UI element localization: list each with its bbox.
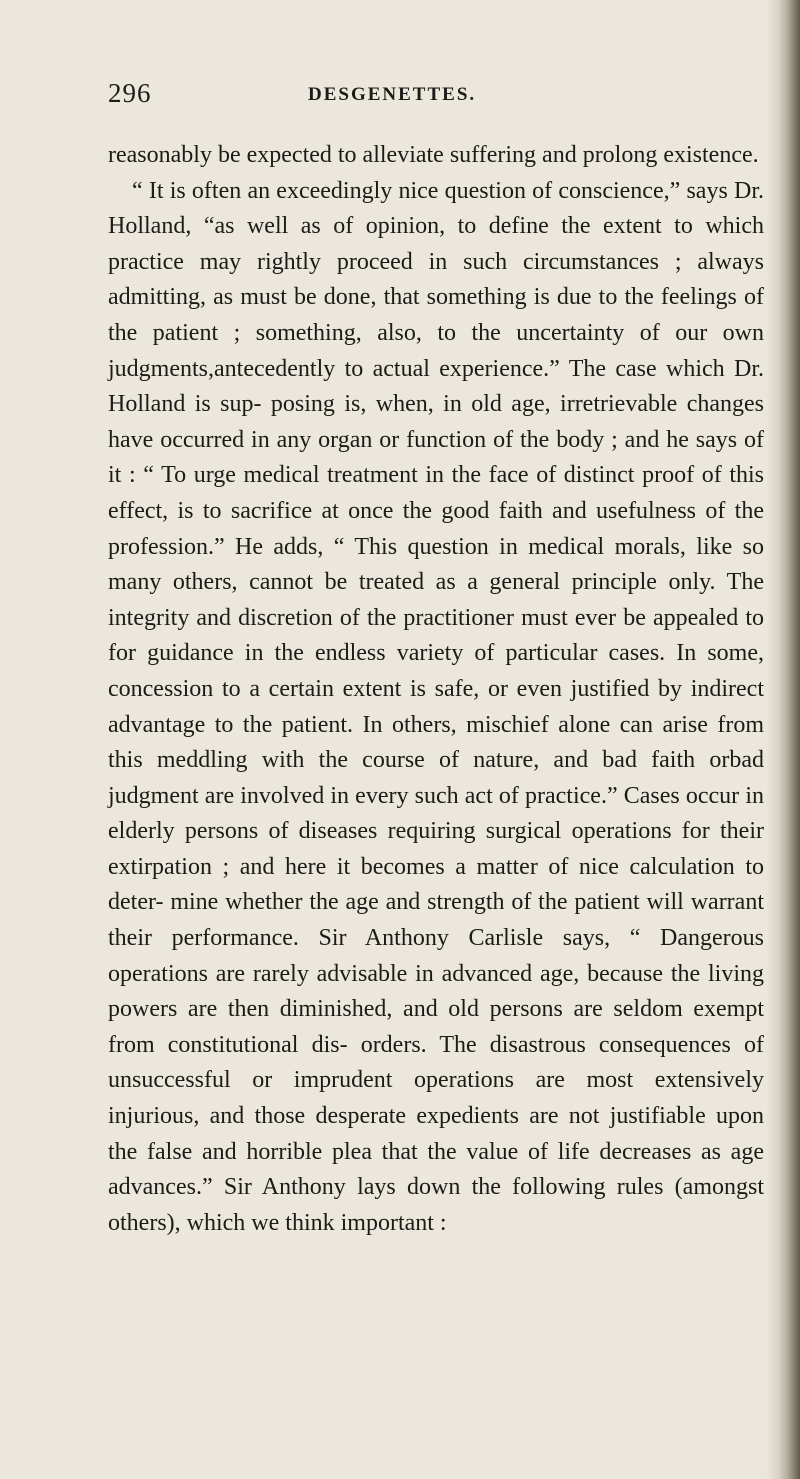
paragraph-continuation: reasonably be expected to alleviate suffering and prolong existence. <box>108 142 759 168</box>
paragraph: “ It is often an exceedingly nice question of conscience,” says Dr. Holland, “as well as of opinion, to define the extent to which practice may rightly proceed in such circumstances ; always admitting, as must be done, that something is due to the feelings of the patient ; something, also, to the uncertainty of our own judgments,antecedently to actual experience.” The case which Dr. Holland is sup- posing is, when, in old age, irretrievable changes have occurred in any organ or function of the body ; and he says of it : “ To urge medical treatment in the face of distinct proof of this effect, is to sacrifice at once the good faith and usefulness of the profession.” He adds, “ This question in medical morals, like so many others, cannot be treated as a general principle only. The integrity and discretion of the practitioner must ever be appealed to for guidance in the endless variety of particular cases. In some, concession to a certain extent is safe, or even justified by indirect advantage to the patient. In others, mischief alone can arise from this meddling with the course of nature, and bad faith orbad judgment are involved in every such act of practice.” Cases occur in elderly persons of diseases requiring surgical operations for their extirpation ; and here it becomes a matter of nice calculation to deter- mine whether the age and strength of the patient will warrant their performance. Sir Anthony Carlisle says, “ Dangerous operations are rarely advisable in advanced age, because the living powers are then diminished, and old persons are seldom exempt from constitutional dis- orders. The disastrous consequences of unsuccessful or imprudent operations are most extensively injurious, and those desperate expedients are not justifiable upon the false and horrible plea that the value of life decreases as age advances.” Sir Anthony lays down the following rules (amongst others), which we think important : <box>108 177 764 1236</box>
body-text <box>108 138 764 1241</box>
running-head: DESGENETTES. <box>308 84 477 105</box>
page-edge-shadow <box>766 0 800 1479</box>
page-header <box>108 78 768 118</box>
page-number: 296 <box>108 78 152 108</box>
